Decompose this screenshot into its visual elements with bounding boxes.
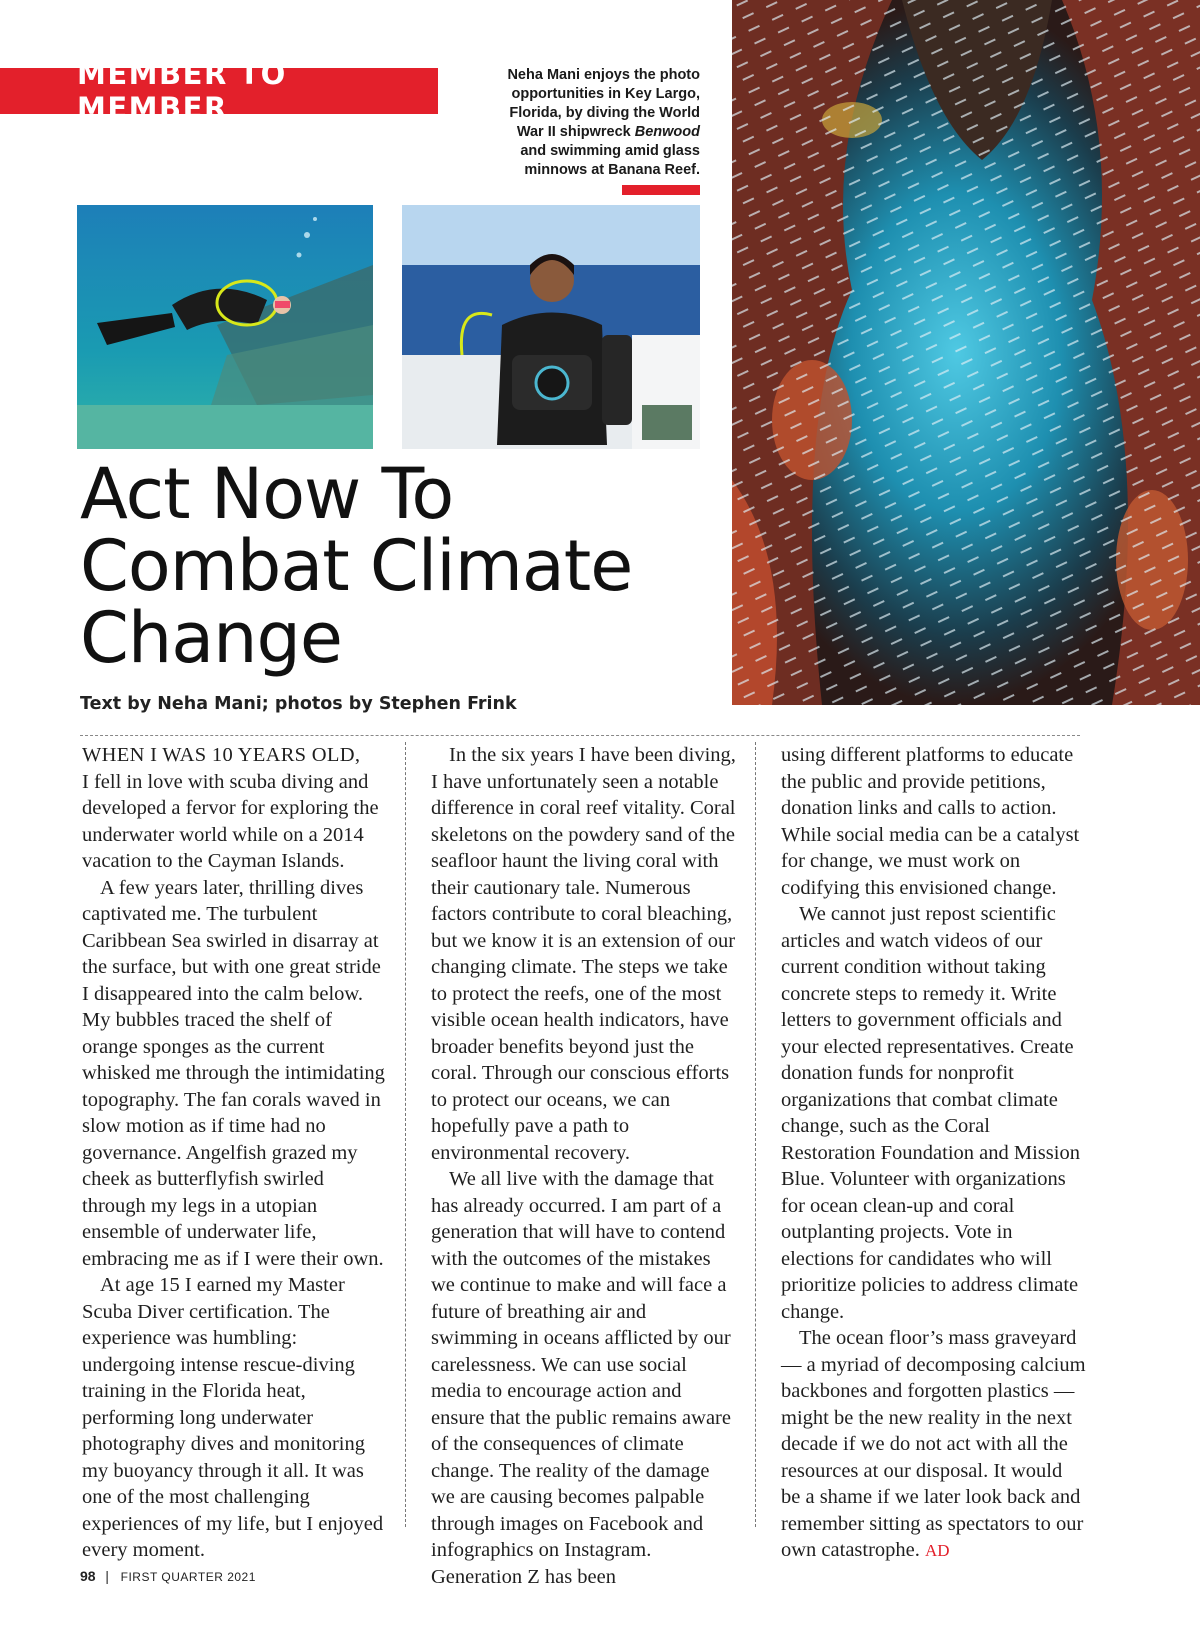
byline: Text by Neha Mani; photos by Stephen Frink: [80, 694, 517, 714]
page-number: 98: [80, 1568, 96, 1584]
photo-glass-minnows-reef: [732, 0, 1200, 705]
article-headline: Act Now To Combat Climate Change: [80, 453, 633, 679]
article-column-2: [431, 742, 736, 1590]
article-column-3: [781, 742, 1086, 1565]
ship-name: Benwood: [634, 124, 700, 140]
paragraph: The ocean floor’s mass graveyard — a myriad of decomposing calcium backbones and forgotten plastics — might be the new reality in the next decade if we do not act with all the resources at our disposal. It would be a shame if we later look back and remember sitting as spectators to our own catastrophe. AD: [781, 1327, 1086, 1561]
caption-line: Florida, by diving the World: [509, 105, 700, 121]
column-divider: [755, 742, 756, 1527]
section-banner: [0, 57, 438, 125]
paragraph: using different platforms to educate the public and provide petitions, donation links and calls to action. While social media can be a catalyst for change, we must work on codifying this envisioned change.: [781, 744, 1080, 899]
paragraph: A few years later, thrilling dives captivated me. The turbulent Caribbean Sea swirled in disarray at the surface, but with one great stride I disappeared into the calm below. My bubbles traced the shelf of orange sponges as the current whisked me through the intimidating topography. The fan corals waved in slow motion as if time had no governance. Angelfish grazed my cheek as butterflyfish swirled through my legs in a utopian ensemble of underwater life, embracing me as if I were their own.: [82, 876, 385, 1270]
section-label: MEMBER TO MEMBER: [77, 57, 287, 125]
caption-line: Neha Mani enjoys the photo: [507, 67, 700, 83]
lead-in: WHEN I WAS 10 YEARS OLD,: [82, 744, 361, 766]
caption-line: and swimming amid glass: [520, 143, 700, 159]
caption-line: War II shipwreck Benwood: [516, 124, 700, 140]
paragraph: In the six years I have been diving, I have unfortunately seen a notable difference in coral reef vitality. Coral skeletons on the powdery sand of the seafloor haunt the living coral with their cautionary tale. Numerous factors contribute to coral bleaching, but we know it is an extension of our changing climate. The steps we take to protect the reefs, one of the most visible ocean health indicators, have broader benefits beyond just the coral. Through our conscious efforts to protect our oceans, we can hopefully pave a path to environmental recovery.: [431, 744, 736, 1164]
paragraph: We cannot just repost scientific articles and watch videos of our current condition without taking concrete steps to remedy it. Write letters to government officials and your elected representatives. Create donation funds for nonprofit organizations that combat climate change, such as the Coral Restoration Foundation and Mission Blue. Volunteer with organizations for ocean clean-up and coral outplanting projects. Vote in elections for candidates who will prioritize policies to address climate change.: [781, 903, 1080, 1323]
issue-label: FIRST QUARTER 2021: [120, 1570, 256, 1584]
photo-diver-on-boat: [402, 205, 700, 449]
divider: [80, 735, 1080, 736]
footer-separator: |: [105, 1569, 109, 1584]
end-mark: AD: [925, 1541, 950, 1560]
caption-line: opportunities in Key Largo,: [511, 86, 700, 102]
caption-accent-rule: [622, 185, 700, 195]
page-footer: [80, 1568, 256, 1584]
paragraph: We all live with the damage that has already occurred. I am part of a generation that will have to contend with the outcomes of the mistakes we continue to make and will face a future of breathing air and swimming in oceans afflicted by our carelessness. We can use social media to encourage action and ensure that the public remains aware of the consequences of climate change. The reality of the damage we are causing becomes palpable through images on Facebook and infographics on Instagram. Generation Z has been: [431, 1168, 731, 1588]
column-divider: [405, 742, 406, 1527]
paragraph: At age 15 I earned my Master Scuba Diver certification. The experience was humbling: undergoing intense rescue-diving training in the Florida heat, performing long underwater photography dives and monitoring my buoyancy through it all. It was one of the most challenging experiences of my life, but I enjoyed every moment.: [82, 1274, 384, 1561]
photo-diver-wreck: [77, 205, 373, 449]
paragraph: WHEN I WAS 10 YEARS OLD, I fell in love with scuba diving and developed a fervor for exploring the underwater world while on a 2014 vacation to the Cayman Islands.: [82, 744, 379, 872]
caption-line: minnows at Banana Reef.: [524, 162, 700, 178]
photo-caption: [480, 66, 700, 180]
article-column-1: [82, 742, 387, 1564]
